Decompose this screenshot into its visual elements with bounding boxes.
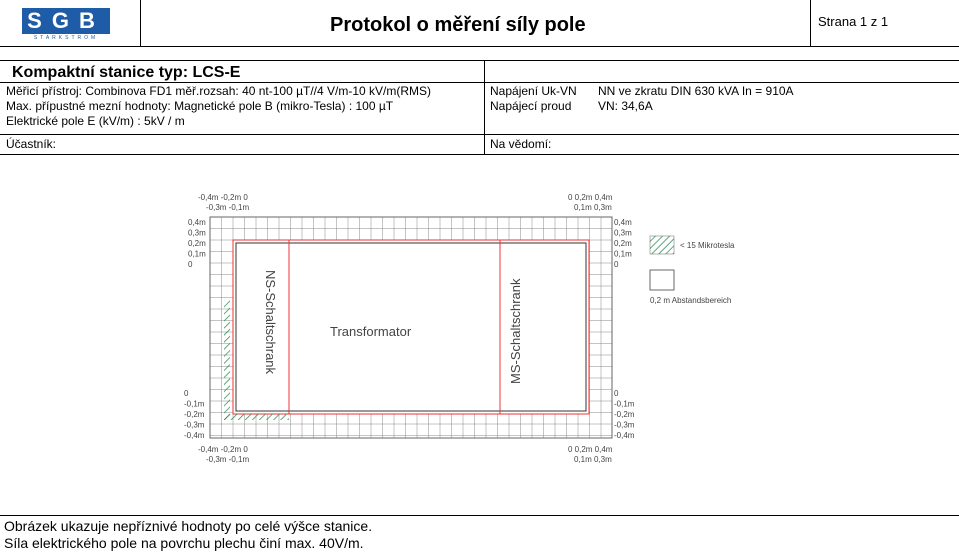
side-tick-label-left-top: 0 bbox=[188, 260, 193, 269]
side-tick-label-left-top: 0,3m bbox=[188, 228, 206, 238]
left-cabinet-label: NS-Schaltschrank bbox=[263, 270, 278, 375]
side-tick-label-right-bottom: 0 bbox=[614, 389, 619, 398]
side-tick-label-left-bottom: 0 bbox=[184, 389, 189, 398]
top-left-ticks-b: -0,3m -0,1m bbox=[206, 203, 250, 212]
header-divider-left bbox=[140, 0, 141, 46]
participant-label: Účastník: bbox=[6, 137, 57, 151]
bottom-left-ticks-a: -0,4m -0,2m 0 bbox=[198, 445, 248, 454]
side-tick-label-left-top: 0,1m bbox=[188, 249, 206, 259]
legend-empty-swatch bbox=[650, 270, 674, 290]
top-right-ticks-b: 0,1m 0,3m bbox=[574, 203, 612, 212]
bottom-right-ticks-a: 0 0,2m 0,4m bbox=[568, 445, 613, 454]
side-tick-label-left-top: 0,4m bbox=[188, 218, 206, 227]
legend-hatched-swatch bbox=[650, 236, 674, 254]
side-tick-label-left-bottom: -0,1m bbox=[184, 399, 205, 409]
footer-line-2: Síla elektrického pole na povrchu plechu činí max. 40V/m. bbox=[4, 535, 364, 551]
side-tick-label-right-top: 0,2m bbox=[614, 239, 632, 248]
page-title: Protokol o měření síly pole bbox=[330, 14, 586, 36]
legend-empty-label: 0,2 m Abstandsbereich bbox=[650, 296, 732, 305]
bottom-right-ticks-b: 0,1m 0,3m bbox=[574, 455, 612, 464]
station-floorplan bbox=[0, 180, 959, 480]
side-tick-label-right-top: 0,4m bbox=[614, 218, 632, 227]
side-tick-label-right-top: 0,1m bbox=[614, 249, 632, 259]
header-bottom-rule bbox=[0, 46, 959, 47]
company-logo: SGB bbox=[22, 8, 110, 34]
info-top-rule bbox=[0, 60, 959, 61]
side-tick-label-left-bottom: -0,4m bbox=[184, 431, 205, 440]
current-value: VN: 34,6A bbox=[598, 99, 653, 113]
page-number: Strana 1 z 1 bbox=[818, 14, 889, 29]
footer-line-1: Obrázek ukazuje nepříznivé hodnoty po celé výšce stanice. bbox=[4, 518, 373, 534]
instrument-text: Měřicí přístroj: Combinova FD1 měř.rozsah: 40 nt-100 µT//4 V/m-10 kV/m(RMS) bbox=[6, 84, 432, 98]
limit-electric-text: Elektrické pole E (kV/m) : 5kV / m bbox=[6, 114, 185, 128]
supply-value: NN ve zkratu DIN 630 kVA In = 910A bbox=[598, 84, 794, 98]
hatched-zone-left bbox=[224, 300, 230, 420]
footer-rule bbox=[0, 515, 959, 516]
bottom-left-ticks-b: -0,3m -0,1m bbox=[206, 455, 250, 464]
side-tick-label-left-top: 0,2m bbox=[188, 239, 206, 248]
supply-label: Napájení Uk-VN bbox=[490, 84, 577, 98]
info-bottom-rule bbox=[0, 154, 959, 155]
side-tick-label-right-top: 0,3m bbox=[614, 228, 632, 238]
side-tick-label-right-bottom: -0,2m bbox=[614, 410, 635, 419]
transformer-label: Transformator bbox=[330, 324, 412, 339]
info-title-rule bbox=[0, 82, 959, 83]
top-left-ticks-a: -0,4m -0,2m 0 bbox=[198, 193, 248, 202]
notice-label: Na vědomí: bbox=[490, 137, 552, 151]
side-tick-label-left-bottom: -0,2m bbox=[184, 410, 205, 419]
hatched-zone-bottom bbox=[224, 414, 289, 420]
side-tick-label-right-bottom: -0,4m bbox=[614, 431, 635, 440]
station-title: Kompaktní stanice typ: LCS-E bbox=[12, 64, 241, 81]
info-mid-rule bbox=[0, 134, 959, 135]
top-right-ticks-a: 0 0,2m 0,4m bbox=[568, 193, 613, 202]
limit-magnetic-text: Max. přípustné mezní hodnoty: Magnetické pole B (mikro-Tesla) : 100 µT bbox=[6, 99, 394, 113]
header-divider-right bbox=[810, 0, 811, 46]
company-logo-subtext: STARKSTROM bbox=[33, 35, 99, 41]
current-label: Napájecí proud bbox=[490, 99, 572, 113]
right-cabinet-label: MS-Schaltschrank bbox=[508, 278, 523, 384]
side-tick-label-right-bottom: -0,3m bbox=[614, 420, 635, 430]
side-tick-label-right-top: 0 bbox=[614, 260, 619, 269]
legend-hatched-label: < 15 Mikrotesla bbox=[680, 241, 735, 250]
side-tick-label-left-bottom: -0,3m bbox=[184, 420, 205, 430]
info-divider bbox=[484, 60, 485, 154]
side-tick-label-right-bottom: -0,1m bbox=[614, 399, 635, 409]
